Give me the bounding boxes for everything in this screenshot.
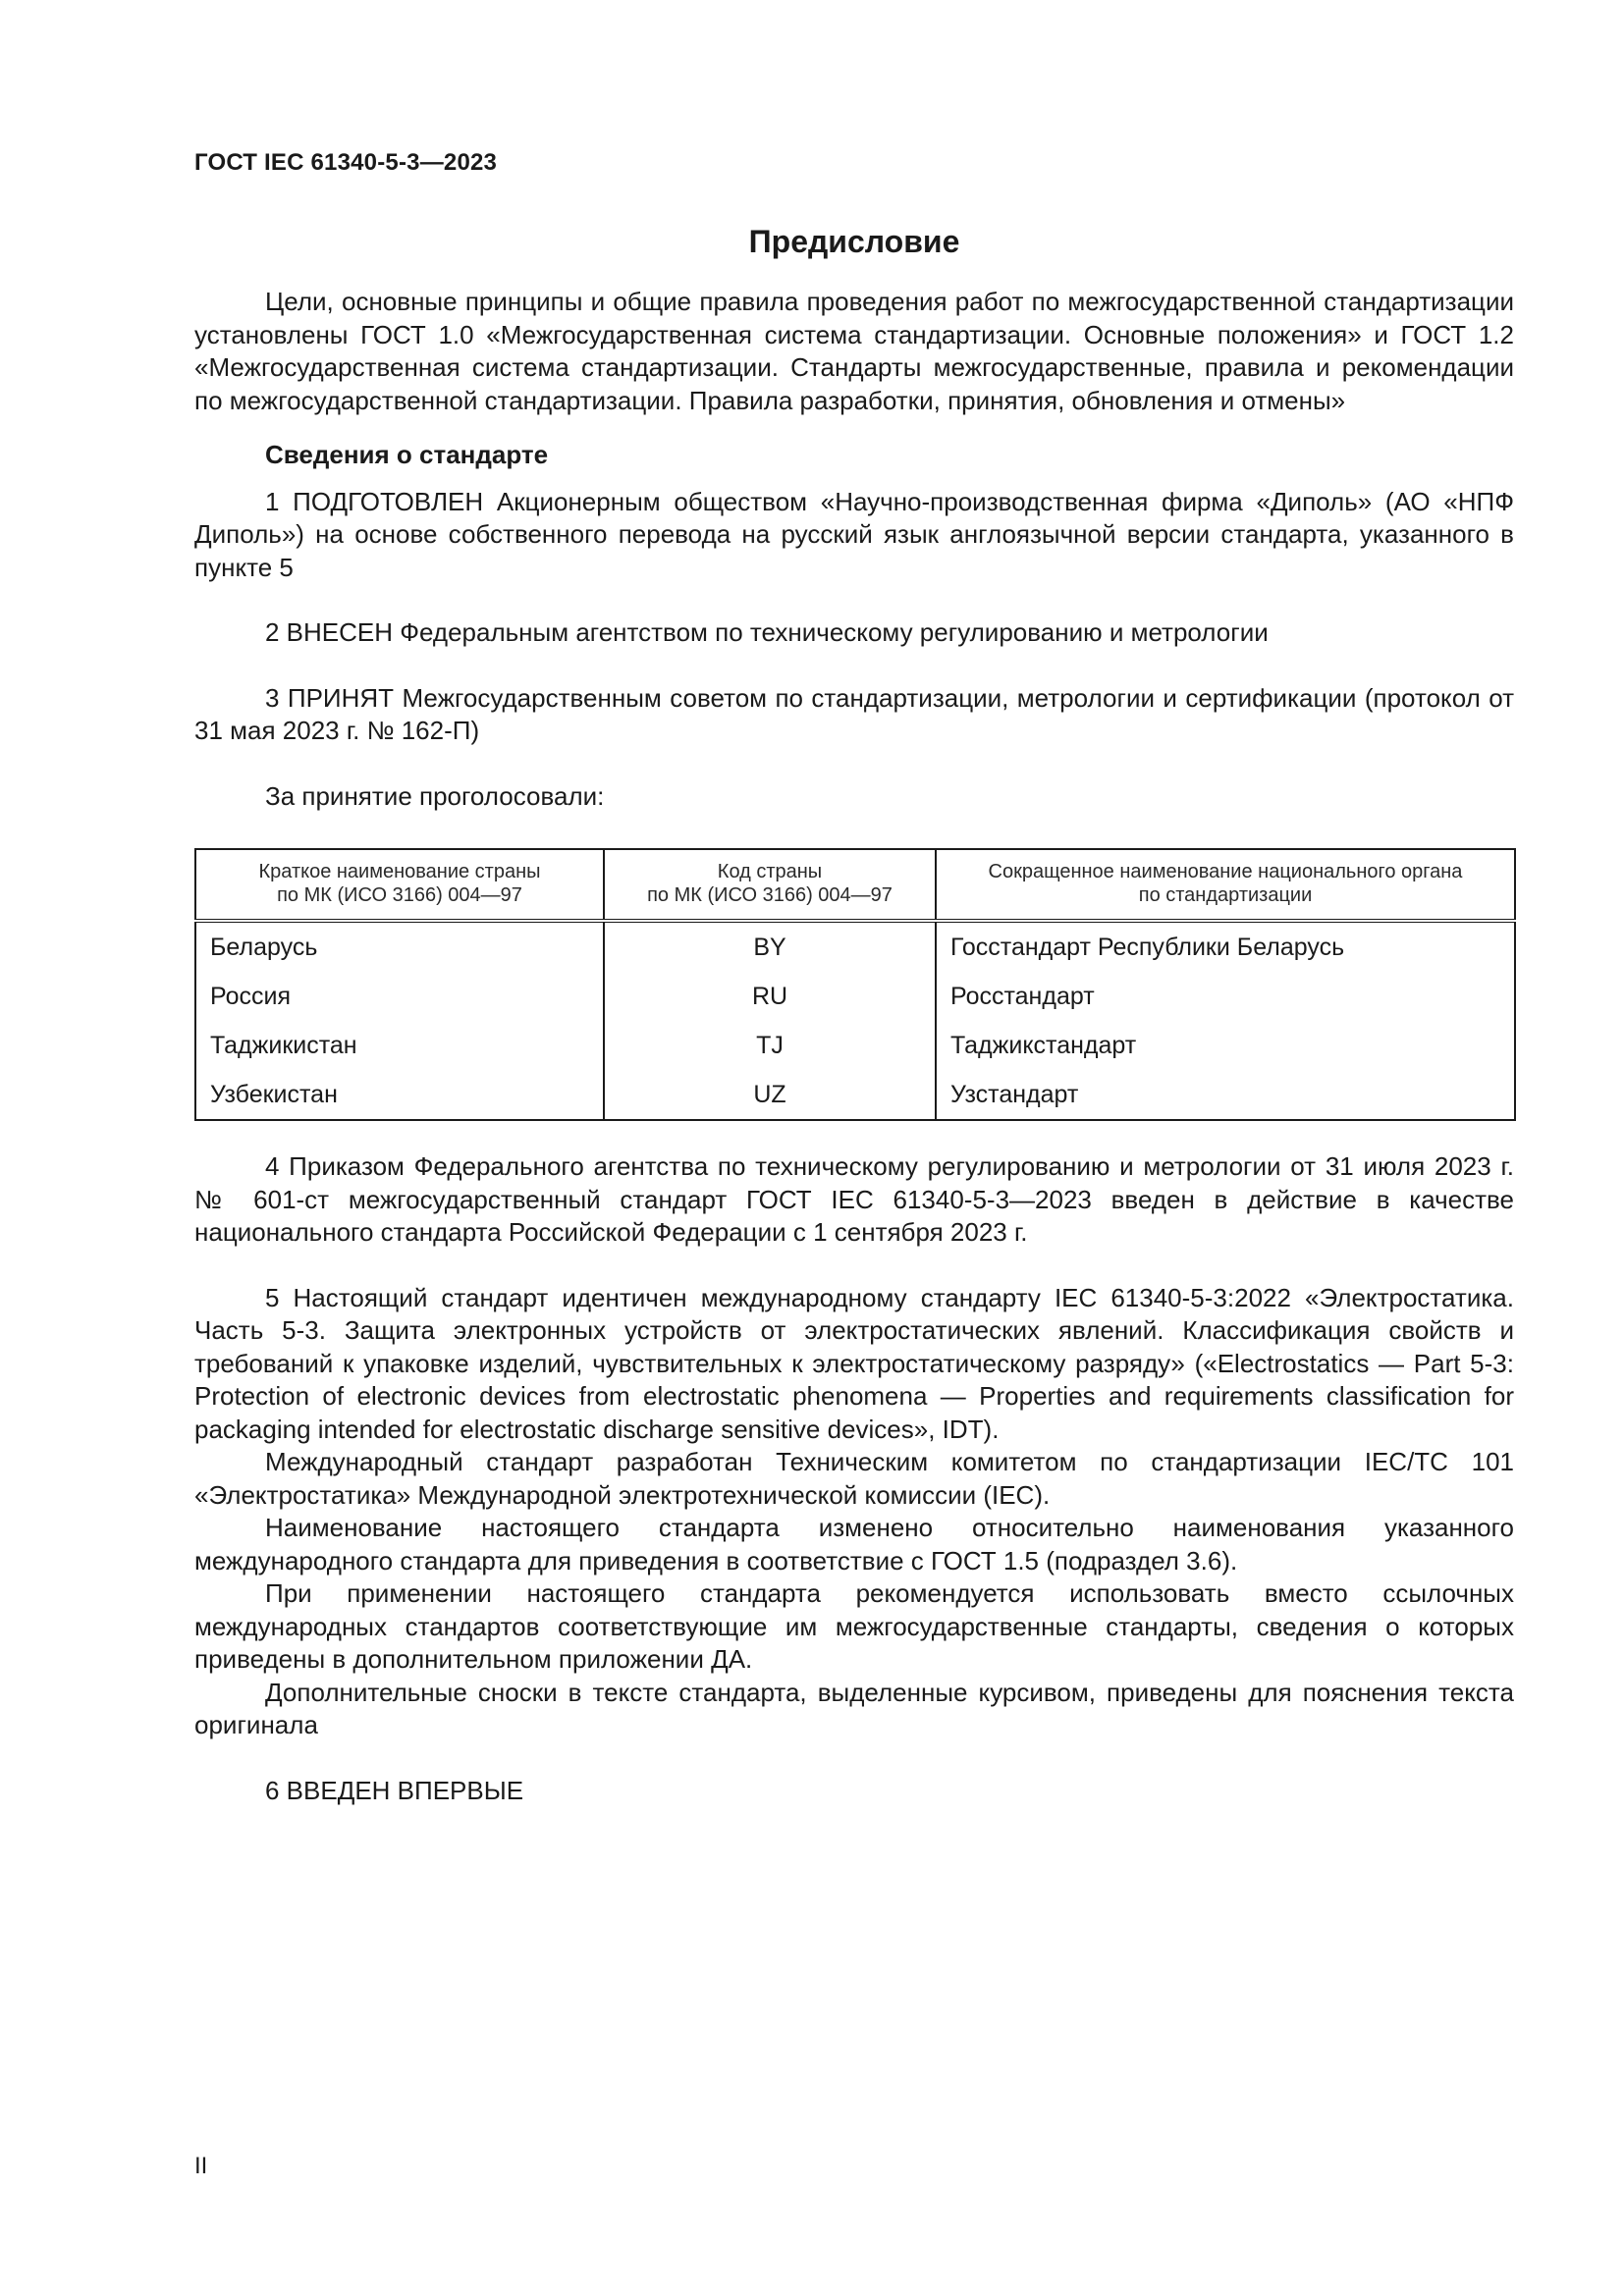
item-5-paragraph: 5 Настоящий стандарт идентичен международному стандарту IEC 61340-5-3:2022 «Электростатика. Часть 5-3. Защита электронных устройств от электростатических явлений. Классификация свойств и требований к упаковке изделий, чувствительных к электростатическому разряду» («Electrostatics — Part 5-3: Protection of electronic devices from electrostatic phenomena — Properties and requirements classification for packaging intended for electrostatic discharge sensitive devices», IDT). [194, 1282, 1514, 1444]
table-row [195, 972, 1515, 1021]
country-code-cell: UZ [604, 1070, 936, 1120]
column-header-code-line1: Код страны [717, 861, 823, 882]
voted-label: За принятие проголосовали: [265, 780, 605, 811]
item-2-paragraph: 2 ВНЕСЕН Федеральным агентством по техническому регулированию и метрологии [265, 617, 1269, 647]
country-code-cell: RU [604, 972, 936, 1021]
column-header-body-line1: Сокращенное наименование национального органа [988, 861, 1463, 882]
info-heading: Сведения о стандарте [265, 440, 549, 469]
column-header-country-line1: Краткое наименование страны [258, 861, 541, 882]
table-header-row [195, 849, 1515, 921]
item-5-paragraph-5: Дополнительные сноски в тексте стандарта, выделенные курсивом, приведены для пояснения текста оригинала [194, 1677, 1514, 1739]
country-cell: Таджикистан [195, 1021, 604, 1070]
standards-body-cell: Таджикстандарт [936, 1021, 1515, 1070]
country-cell: Узбекистан [195, 1070, 604, 1120]
item-5-paragraph-2: Международный стандарт разработан Техническим комитетом по стандартизации IEC/TC 101 «Электростатика» Международной электротехнической комиссии (IEC). [194, 1447, 1514, 1510]
column-header-country-line2: по МК (ИСО 3166) 004—97 [277, 884, 522, 906]
item-5-paragraph-3: Наименование настоящего стандарта изменено относительно наименования указанного международного стандарта для приведения в соответствие с ГОСТ 1.5 (подраздел 3.6). [194, 1513, 1514, 1575]
column-header-code-line2: по МК (ИСО 3166) 004—97 [647, 884, 893, 906]
standards-body-cell: Госстандарт Республики Беларусь [936, 921, 1515, 972]
standards-body-cell: Узстандарт [936, 1070, 1515, 1120]
column-header-code [604, 849, 936, 921]
table-row [195, 921, 1515, 972]
country-code-cell: BY [604, 921, 936, 972]
item-1-paragraph: 1 ПОДГОТОВЛЕН Акционерным обществом «Научно-производственная фирма «Диполь» (АО «НПФ Диполь») на основе собственного перевода на русский язык англоязычной версии стандарта, указанного в пункте 5 [194, 486, 1514, 582]
foreword-content [194, 224, 1514, 1807]
country-cell: Россия [195, 972, 604, 1021]
item-4-paragraph: 4 Приказом Федерального агентства по техническому регулированию и метрологии от 31 июля 2023 г. № 601-ст межгосударственный стандарт ГОСТ IEC 61340-5-3—2023 введен в действие в качестве национального стандарта Российской Федерации с 1 сентября 2023 г. [194, 1151, 1514, 1247]
item-6-paragraph: 6 ВВЕДЕН ВПЕРВЫЕ [265, 1775, 524, 1805]
column-header-body [936, 849, 1515, 921]
table-row [195, 1070, 1515, 1120]
item-3-paragraph: 3 ПРИНЯТ Межгосударственным советом по стандартизации, метрологии и сертификации (протокол от 31 мая 2023 г. № 162-П) [194, 682, 1514, 745]
page-title: Предисловие [748, 224, 960, 259]
voting-countries-table [194, 848, 1516, 1121]
intro-paragraph: Цели, основные принципы и общие правила проведения работ по межгосударственной стандартизации установлены ГОСТ 1.0 «Межгосударственная система стандартизации. Основные положения» и ГОСТ 1.2 «Межгосударственная система стандартизации. Стандарты межгосударственные, правила и рекомендации по межгосударственной стандартизации. Правила разработки, принятия, обновления и отмены» [194, 287, 1514, 415]
country-cell: Беларусь [195, 921, 604, 972]
table-row [195, 1021, 1515, 1070]
page-number: II [194, 2153, 208, 2179]
document-code-header: ГОСТ IEC 61340-5-3—2023 [194, 149, 498, 176]
column-header-body-line2: по стандартизации [1138, 884, 1313, 906]
country-code-cell: TJ [604, 1021, 936, 1070]
standards-body-cell: Росстандарт [936, 972, 1515, 1021]
column-header-country [195, 849, 604, 921]
item-5-paragraph-4: При применении настоящего стандарта рекомендуется использовать вместо ссылочных международных стандартов соответствующие им межгосударственные стандарты, сведения о которых приведены в дополнительном приложении ДА. [194, 1578, 1514, 1674]
